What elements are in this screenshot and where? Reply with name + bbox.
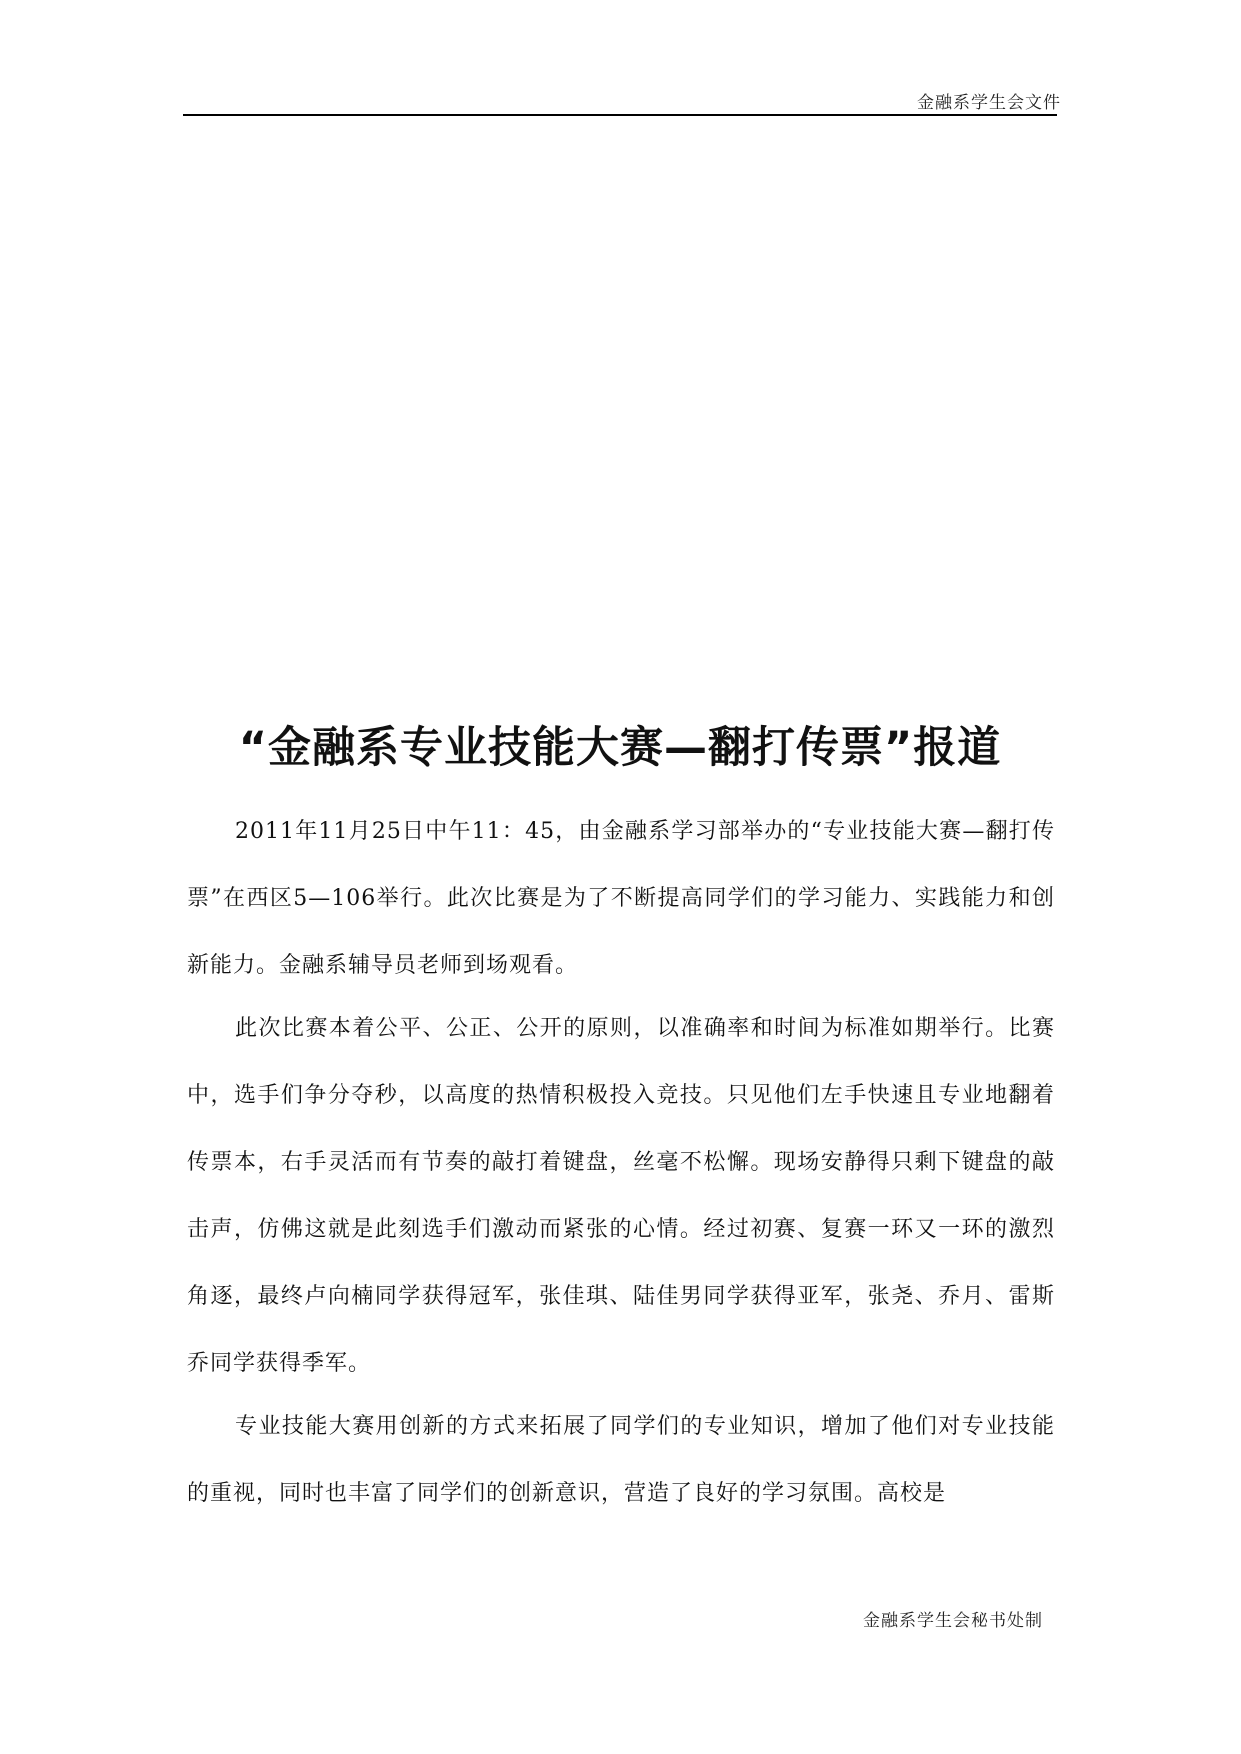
header-rule (183, 114, 1057, 116)
paragraph: 此次比赛本着公平、公正、公开的原则，以准确率和时间为标准如期举行。比赛中，选手们争分夺秒，以高度的热情积极投入竞技。只见他们左手快速且专业地翻着传票本，右手灵活而有节奏的敲打着键盘，丝毫不松懈。现场安静得只剩下键盘的敲击声，仿佛这就是此刻选手们激动而紧张的心情。经过初赛、复赛一环又一环的激烈角逐，最终卢向楠同学获得冠军，张佳琪、陆佳男同学获得亚军，张尧、乔月、雷斯乔同学获得季军。 (187, 1016, 1055, 1376)
paragraph: 专业技能大赛用创新的方式来拓展了同学们的专业知识，增加了他们对专业技能的重视，同时也丰富了同学们的创新意识，营造了良好的学习氛围。高校是 (187, 1414, 1055, 1506)
document-title: “金融系专业技能大赛—翻打传票”报道 (238, 723, 1002, 773)
document-body (187, 798, 1055, 1527)
footer-text: 金融系学生会秘书处制 (863, 1611, 1043, 1631)
paragraph: 2011年11月25日中午11：45，由金融系学习部举办的“专业技能大赛—翻打传票”在西区5—106举行。此次比赛是为了不断提高同学们的学习能力、实践能力和创新能力。金融系辅导员老师到场观看。 (187, 819, 1055, 978)
header-text: 金融系学生会文件 (917, 93, 1061, 113)
